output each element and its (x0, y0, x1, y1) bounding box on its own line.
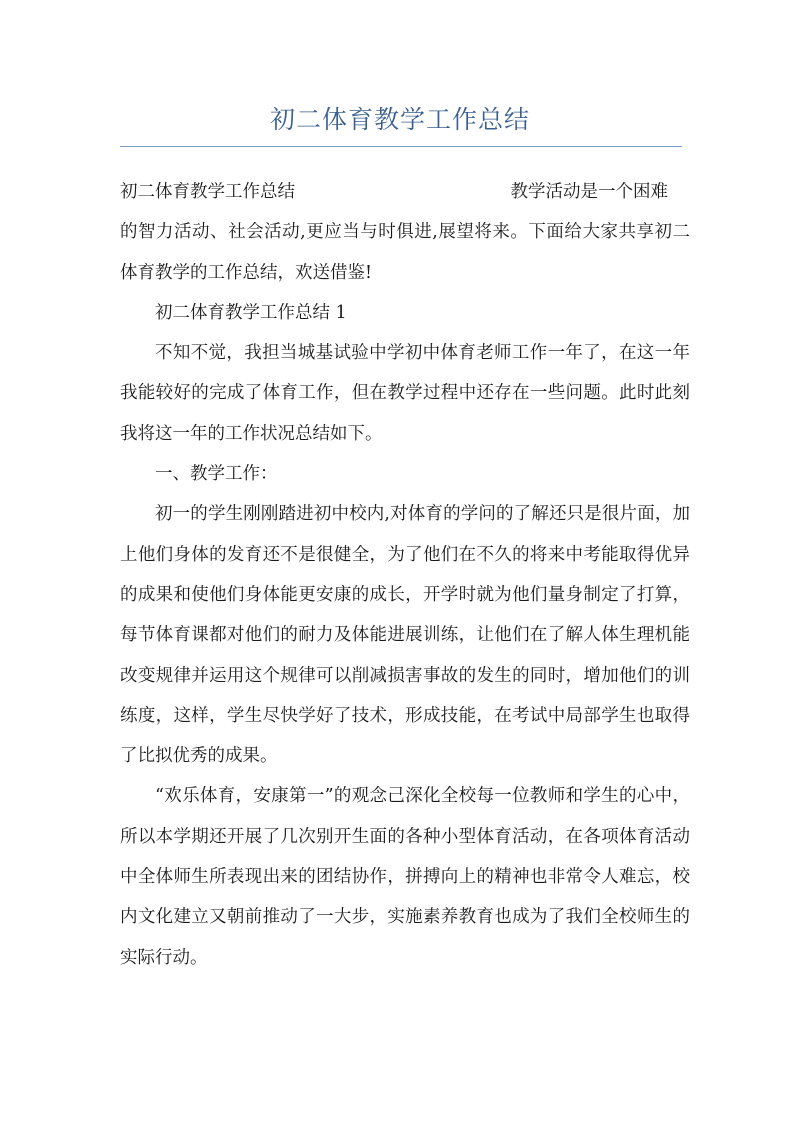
document-body (120, 172, 690, 978)
paragraph: 初一的学生刚刚踏进初中校内,对体育的学问的了解还只是很片面，加上他们身体的发育还不是很健全，为了他们在不久的将来中考能取得优异的成果和使他们身体能更安康的成长，开学时就为他们量身制定了打算，每节体育课都对他们的耐力及体能进展训练，让他们在了解人体生理机能改变规律并运用这个规律可以削减损害事故的发生的同时，增加他们的训练度，这样，学生尽快学好了技术，形成技能，在考试中局部学生也取得了比拟优秀的成果。 (120, 504, 690, 767)
subheading-teaching-work: 一、教学工作： (155, 464, 278, 485)
intro-first-line (120, 172, 690, 212)
title-divider (120, 146, 682, 147)
intro-paragraph: 的智力活动、社会活动,更应当与时俱进,展望将来。下面给大家共享初二体育教学的工作总结，欢送借鉴! (120, 222, 690, 283)
intro-right-text: 教学活动是一个困难 (510, 182, 668, 202)
paragraph: 不知不觉，我担当城基试验中学初中体育老师工作一年了，在这一年我能较好的完成了体育工作，但在教学过程中还存在一些问题。此时此刻我将这一年的工作状况总结如下。 (120, 343, 690, 444)
document-title: 初二体育教学工作总结 (269, 105, 530, 134)
section-heading: 初二体育教学工作总结 1 (155, 302, 347, 323)
paragraph: “欢乐体育，安康第一”的观念己深化全校每一位教师和学生的心中，所以本学期还开展了几次别开生面的各种小型体育活动，在各项体育活动中全体师生所表现出来的团结协作，拼搏向上的精神也非常令人难忘，校内文化建立又朝前推动了一大步，实施素养教育也成为了我们全校师生的实际行动。 (120, 786, 690, 968)
intro-left-text: 初二体育教学工作总结 (120, 182, 295, 202)
